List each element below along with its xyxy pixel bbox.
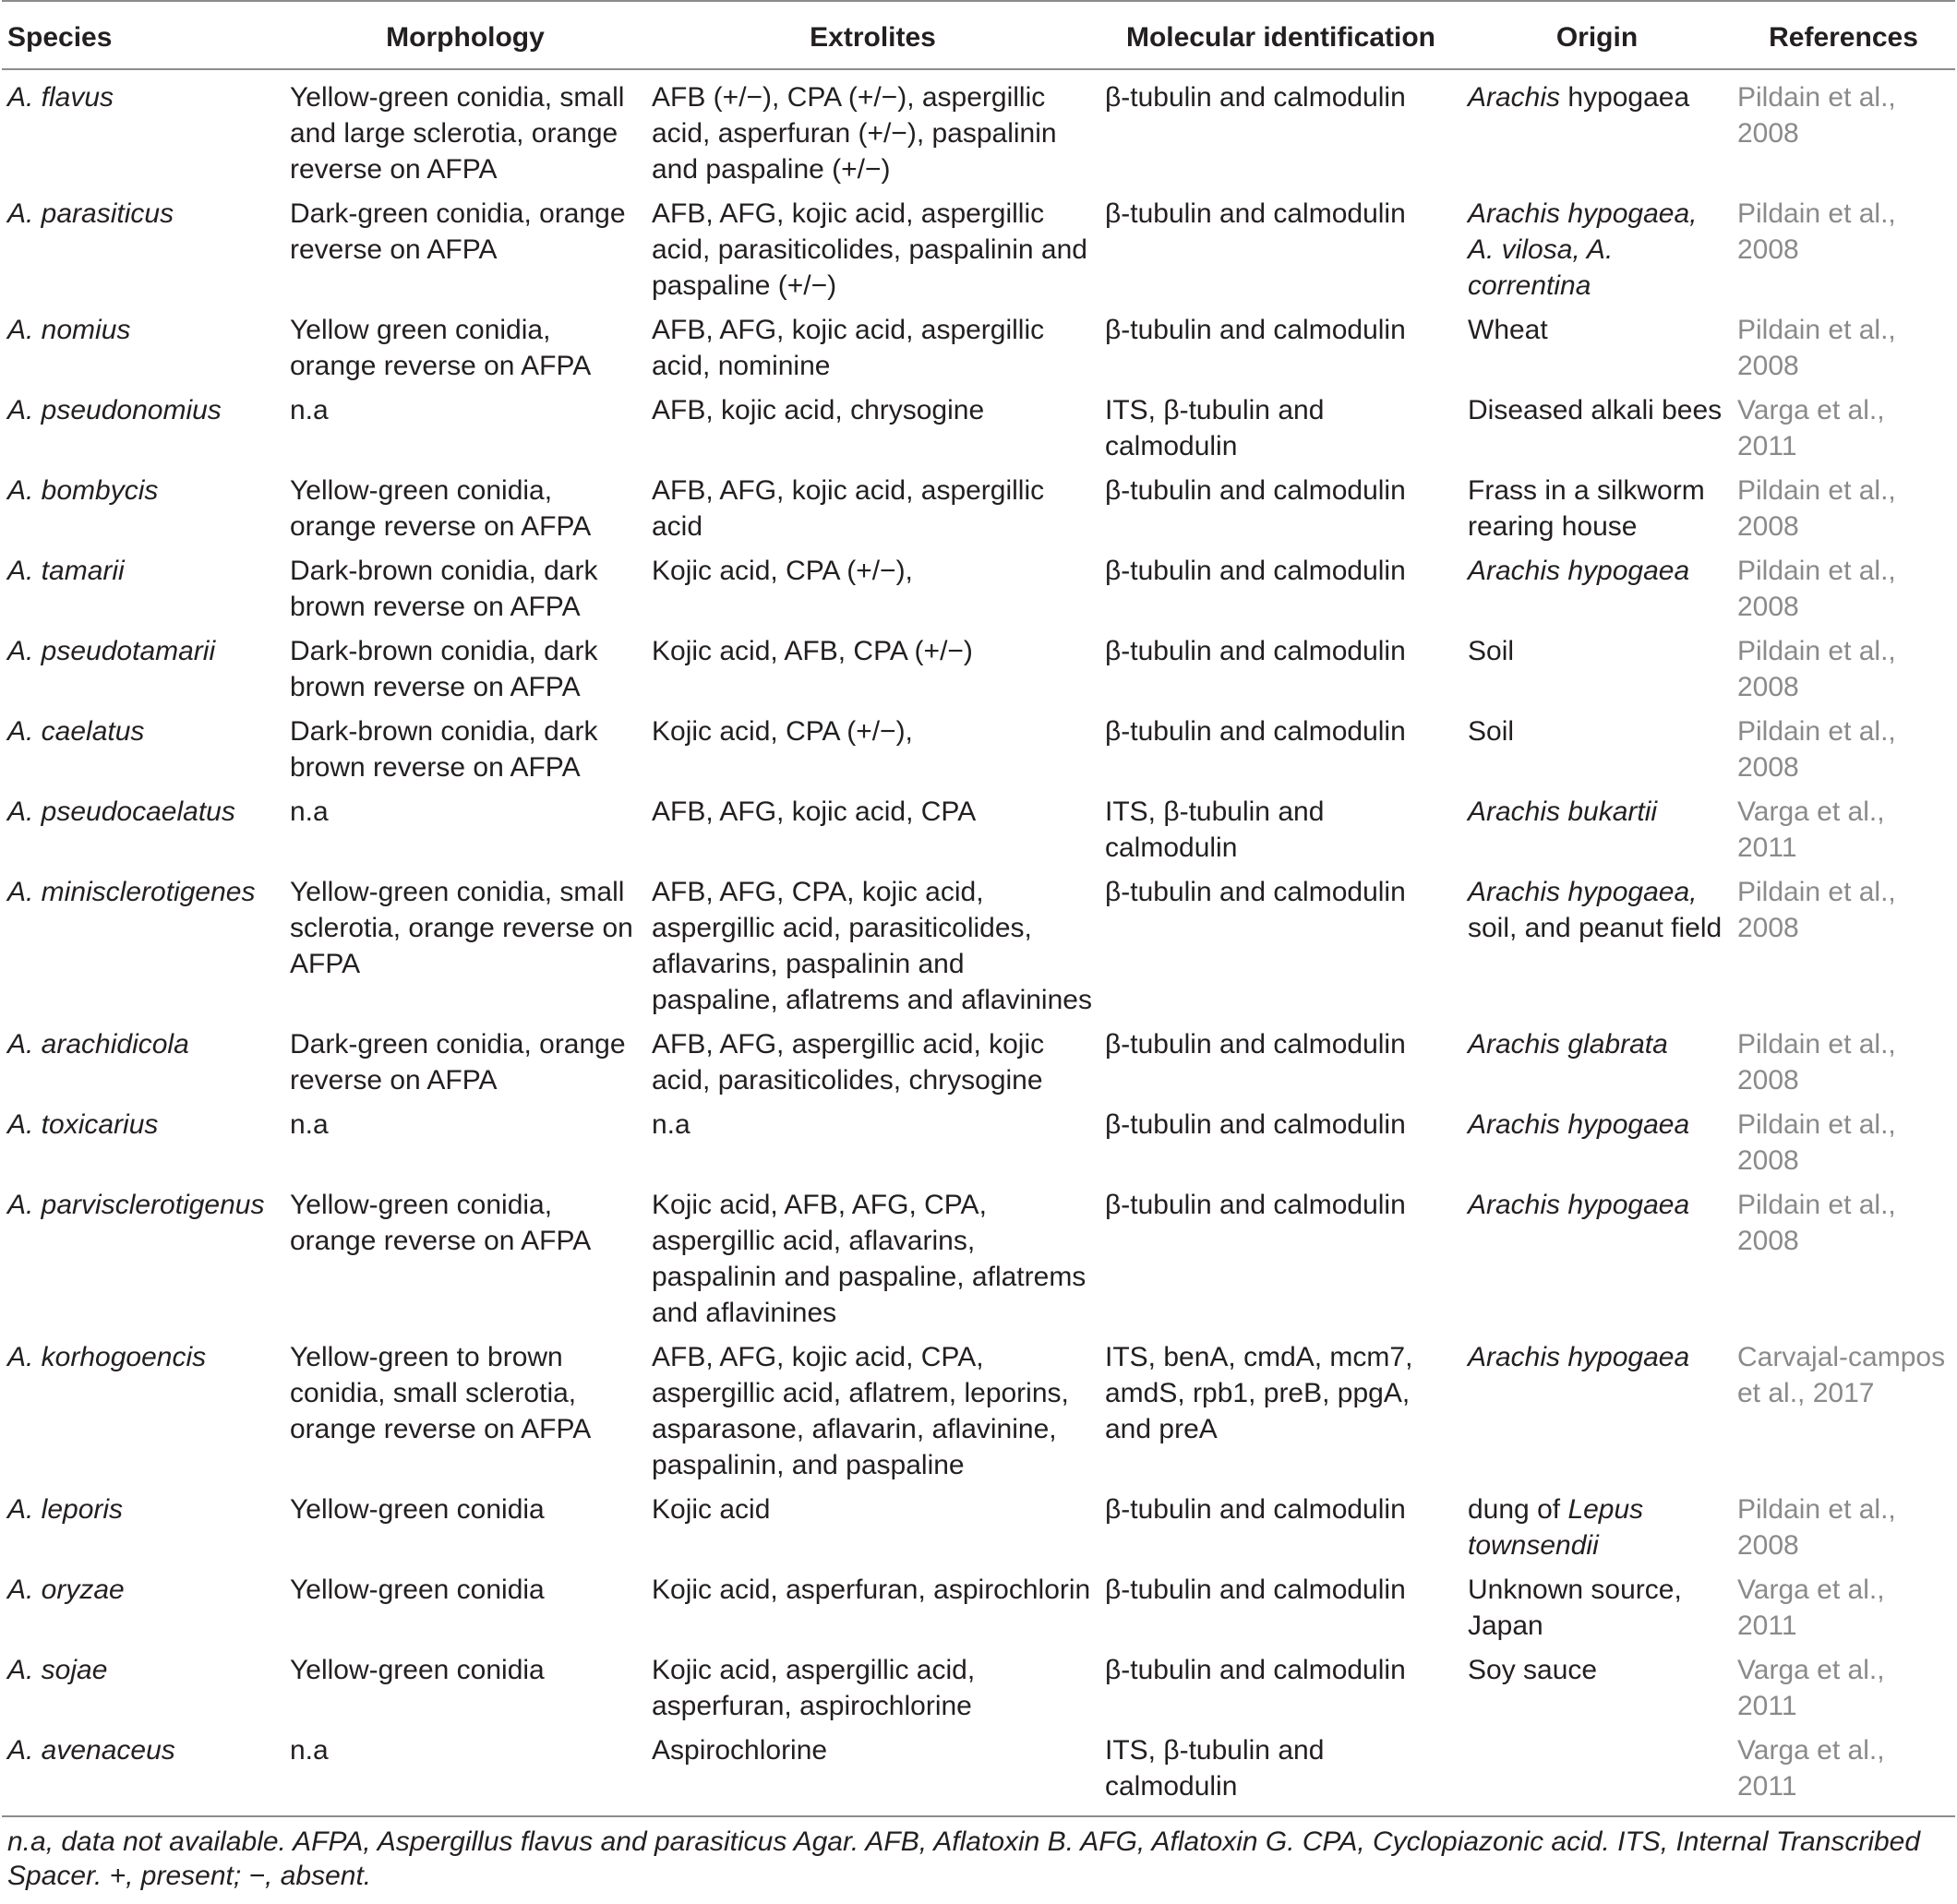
cell-molecular-identification: β-tubulin and calmodulin: [1105, 877, 1406, 907]
cell-extrolites: AFB, kojic acid, chrysogine: [652, 395, 985, 425]
header-morphology: Morphology: [386, 22, 545, 53]
cell-extrolites: AFB, AFG, kojic acid, aspergillic acid: [652, 475, 1045, 542]
cell-extrolites: AFB, AFG, kojic acid, aspergillic acid, nominine: [652, 315, 1045, 381]
cell-species: A. caelatus: [7, 716, 145, 747]
cell-extrolites: AFB, AFG, CPA, kojic acid, aspergillic acid, parasiticolides, aflavarins, paspalinin and paspaline, aflatrems and aflavinines: [652, 877, 1092, 1015]
cell-species: A. sojae: [7, 1655, 108, 1685]
cell-species: A. pseudocaelatus: [7, 796, 235, 827]
table-row: [2, 1652, 1955, 1732]
origin-italic: Arachis hypogaea, A. vilosa, A. correntina: [1468, 198, 1698, 301]
origin-text: hypogaea: [1560, 82, 1690, 113]
cell-origin: [1462, 196, 1732, 312]
cell-molecular-identification: ITS, benA, cmdA, mcm7, amdS, rpb1, preB, ppgA, and preA: [1105, 1342, 1413, 1444]
cell-reference: Pildain et al., 2008: [1737, 556, 1896, 622]
origin-italic: Arachis hypogaea: [1468, 556, 1690, 586]
cell-molecular-identification: β-tubulin and calmodulin: [1105, 1655, 1406, 1685]
table-row: [2, 713, 1955, 794]
table-row: [2, 633, 1955, 713]
cell-origin: [1462, 473, 1732, 553]
cell-reference: Varga et al., 2011: [1737, 1655, 1885, 1721]
cell-origin: [1462, 69, 1732, 196]
cell-reference: Pildain et al., 2008: [1737, 716, 1896, 783]
cell-reference: Pildain et al., 2008: [1737, 636, 1896, 702]
cell-origin: [1462, 874, 1732, 1026]
cell-molecular-identification: ITS, β-tubulin and calmodulin: [1105, 1735, 1325, 1802]
cell-molecular-identification: β-tubulin and calmodulin: [1105, 1029, 1406, 1060]
cell-morphology: Yellow-green conidia, orange reverse on AFPA: [290, 475, 592, 542]
origin-text: soil, and peanut field: [1468, 913, 1723, 943]
cell-extrolites: Kojic acid, CPA (+/−),: [652, 556, 913, 586]
cell-molecular-identification: β-tubulin and calmodulin: [1105, 556, 1406, 586]
cell-morphology: Yellow-green conidia, orange reverse on AFPA: [290, 1190, 592, 1256]
table-row: [2, 1339, 1955, 1491]
cell-origin: [1462, 1107, 1732, 1187]
cell-extrolites: Aspirochlorine: [652, 1735, 828, 1766]
cell-reference: Pildain et al., 2008: [1737, 1029, 1896, 1096]
origin-italic: Arachis glabrata: [1468, 1029, 1668, 1060]
table-row: [2, 312, 1955, 392]
cell-reference: Varga et al., 2011: [1737, 395, 1885, 461]
cell-extrolites: AFB, AFG, aspergillic acid, kojic acid, parasiticolides, chrysogine: [652, 1029, 1045, 1096]
cell-morphology: Yellow-green conidia: [290, 1494, 545, 1525]
cell-origin: [1462, 1732, 1732, 1816]
cell-molecular-identification: β-tubulin and calmodulin: [1105, 315, 1406, 345]
cell-morphology: n.a: [290, 1735, 329, 1766]
cell-reference: Pildain et al., 2008: [1737, 198, 1896, 265]
cell-molecular-identification: β-tubulin and calmodulin: [1105, 716, 1406, 747]
table-header-row: [2, 1, 1955, 69]
origin-prefix: dung of: [1468, 1494, 1568, 1525]
table-row: [2, 1107, 1955, 1187]
cell-species: A. arachidicola: [7, 1029, 189, 1060]
cell-origin: [1462, 1026, 1732, 1107]
cell-reference: Varga et al., 2011: [1737, 796, 1885, 863]
cell-origin: [1462, 312, 1732, 392]
cell-morphology: n.a: [290, 796, 329, 827]
cell-morphology: Yellow-green conidia, small and large sclerotia, orange reverse on AFPA: [290, 82, 625, 185]
cell-extrolites: Kojic acid, AFB, CPA (+/−): [652, 636, 973, 666]
cell-morphology: Yellow-green to brown conidia, small sclerotia, orange reverse on AFPA: [290, 1342, 592, 1444]
origin-italic: Arachis bukartii: [1468, 796, 1658, 827]
table-row: [2, 1491, 1955, 1572]
table-row: [2, 1732, 1955, 1816]
table-footnote: n.a, data not available. AFPA, Aspergillus flavus and parasiticus Agar. AFB, Aflatoxin B. AFG, Aflatoxin G. CPA, Cyclopiazonic acid. ITS, Internal Transcribed Spacer. +, present; −, absent.: [7, 1826, 1921, 1891]
cell-extrolites: Kojic acid: [652, 1494, 771, 1525]
cell-extrolites: Kojic acid, CPA (+/−),: [652, 716, 913, 747]
cell-origin: [1462, 1187, 1732, 1339]
origin-text: Unknown source, Japan: [1468, 1575, 1682, 1641]
cell-extrolites: AFB, AFG, kojic acid, CPA: [652, 796, 977, 827]
cell-species: A. tamarii: [7, 556, 125, 586]
cell-molecular-identification: β-tubulin and calmodulin: [1105, 1109, 1406, 1140]
cell-species: A. flavus: [7, 82, 114, 113]
cell-molecular-identification: β-tubulin and calmodulin: [1105, 1575, 1406, 1605]
cell-origin: [1462, 1491, 1732, 1572]
cell-species: A. toxicarius: [7, 1109, 159, 1140]
cell-origin: [1462, 633, 1732, 713]
cell-molecular-identification: β-tubulin and calmodulin: [1105, 636, 1406, 666]
table-row: [2, 1187, 1955, 1339]
cell-origin: [1462, 553, 1732, 633]
table-row: [2, 553, 1955, 633]
cell-origin: [1462, 1572, 1732, 1652]
origin-italic: Arachis hypogaea: [1468, 1109, 1690, 1140]
table-row: [2, 196, 1955, 312]
cell-species: A. nomius: [7, 315, 131, 345]
table-body: [2, 69, 1955, 1816]
cell-extrolites: n.a: [652, 1109, 690, 1140]
origin-text: Soil: [1468, 716, 1515, 747]
cell-morphology: Dark-green conidia, orange reverse on AFPA: [290, 1029, 626, 1096]
cell-morphology: Yellow-green conidia: [290, 1655, 545, 1685]
origin-italic: Lepus townsendii: [1468, 1494, 1644, 1561]
origin-text: Frass in a silkworm rearing house: [1468, 475, 1705, 542]
cell-origin: [1462, 392, 1732, 473]
table-row: [2, 794, 1955, 874]
cell-species: A. avenaceus: [7, 1735, 175, 1766]
cell-species: A. oryzae: [7, 1575, 125, 1605]
cell-reference: Pildain et al., 2008: [1737, 1190, 1896, 1256]
origin-text: Diseased alkali bees: [1468, 395, 1723, 425]
table-row: [2, 392, 1955, 473]
table-row: [2, 874, 1955, 1026]
species-table: [2, 0, 1955, 1817]
cell-reference: Varga et al., 2011: [1737, 1575, 1885, 1641]
cell-extrolites: Kojic acid, AFB, AFG, CPA, aspergillic acid, aflavarins, paspalinin and paspaline, aflatrems and aflavinines: [652, 1190, 1087, 1328]
cell-molecular-identification: ITS, β-tubulin and calmodulin: [1105, 796, 1325, 863]
cell-morphology: Yellow green conidia, orange reverse on AFPA: [290, 315, 592, 381]
table-row: [2, 69, 1955, 196]
origin-italic: Arachis hypogaea,: [1468, 877, 1698, 907]
header-extrolites: Extrolites: [810, 22, 936, 53]
cell-morphology: Yellow-green conidia: [290, 1575, 545, 1605]
cell-species: A. korhogoencis: [7, 1342, 207, 1372]
origin-italic: Arachis hypogaea: [1468, 1342, 1690, 1372]
cell-reference: Varga et al., 2011: [1737, 1735, 1885, 1802]
cell-extrolites: AFB (+/−), CPA (+/−), aspergillic acid, asperfuran (+/−), paspalinin and paspaline (+/−): [652, 82, 1057, 185]
origin-text: Wheat: [1468, 315, 1548, 345]
cell-species: A. parasiticus: [7, 198, 174, 229]
cell-reference: Pildain et al., 2008: [1737, 82, 1896, 149]
cell-species: A. parvisclerotigenus: [7, 1190, 265, 1220]
cell-reference: Pildain et al., 2008: [1737, 475, 1896, 542]
header-molecular-identification: Molecular identification: [1125, 22, 1436, 53]
origin-text: Soy sauce: [1468, 1655, 1598, 1685]
table-row: [2, 473, 1955, 553]
cell-molecular-identification: β-tubulin and calmodulin: [1105, 1190, 1406, 1220]
cell-morphology: Dark-brown conidia, dark brown reverse on AFPA: [290, 716, 598, 783]
cell-extrolites: Kojic acid, asperfuran, aspirochlorin: [652, 1575, 1091, 1605]
cell-species: A. pseudotamarii: [7, 636, 216, 666]
cell-origin: [1462, 713, 1732, 794]
cell-morphology: Dark-brown conidia, dark brown reverse on AFPA: [290, 556, 598, 622]
cell-morphology: n.a: [290, 1109, 329, 1140]
cell-species: A. minisclerotigenes: [7, 877, 256, 907]
cell-species: A. pseudonomius: [7, 395, 222, 425]
cell-extrolites: AFB, AFG, kojic acid, aspergillic acid, parasiticolides, paspalinin and paspaline (+/−): [652, 198, 1087, 301]
cell-reference: Pildain et al., 2008: [1737, 1109, 1896, 1176]
header-origin: Origin: [1555, 22, 1639, 53]
cell-molecular-identification: ITS, β-tubulin and calmodulin: [1105, 395, 1325, 461]
cell-molecular-identification: β-tubulin and calmodulin: [1105, 198, 1406, 229]
table-row: [2, 1572, 1955, 1652]
cell-species: A. bombycis: [7, 475, 159, 506]
cell-morphology: Yellow-green conidia, small sclerotia, orange reverse on AFPA: [290, 877, 633, 979]
cell-species: A. leporis: [7, 1494, 124, 1525]
cell-origin: [1462, 794, 1732, 874]
cell-morphology: n.a: [290, 395, 329, 425]
cell-reference: Pildain et al., 2008: [1737, 1494, 1896, 1561]
header-species: Species: [7, 22, 113, 53]
cell-molecular-identification: β-tubulin and calmodulin: [1105, 1494, 1406, 1525]
cell-extrolites: AFB, AFG, kojic acid, CPA, aspergillic acid, aflatrem, leporins, asparasone, aflavarin, aflavinine, paspalinin, and paspaline: [652, 1342, 1069, 1480]
cell-origin: [1462, 1652, 1732, 1732]
cell-extrolites: Kojic acid, aspergillic acid, asperfuran, aspirochlorine: [652, 1655, 976, 1721]
cell-reference: Pildain et al., 2008: [1737, 877, 1896, 943]
origin-italic: Arachis hypogaea: [1468, 1190, 1690, 1220]
cell-morphology: Dark-green conidia, orange reverse on AFPA: [290, 198, 626, 265]
cell-origin: [1462, 1339, 1732, 1491]
cell-reference: Pildain et al., 2008: [1737, 315, 1896, 381]
table-row: [2, 1026, 1955, 1107]
origin-text: Soil: [1468, 636, 1515, 666]
origin-italic: Arachis: [1468, 82, 1561, 113]
cell-morphology: Dark-brown conidia, dark brown reverse on AFPA: [290, 636, 598, 702]
cell-molecular-identification: β-tubulin and calmodulin: [1105, 475, 1406, 506]
cell-reference: Carvajal-campos et al., 2017: [1737, 1342, 1946, 1408]
header-references: References: [1769, 22, 1918, 53]
cell-molecular-identification: β-tubulin and calmodulin: [1105, 82, 1406, 113]
